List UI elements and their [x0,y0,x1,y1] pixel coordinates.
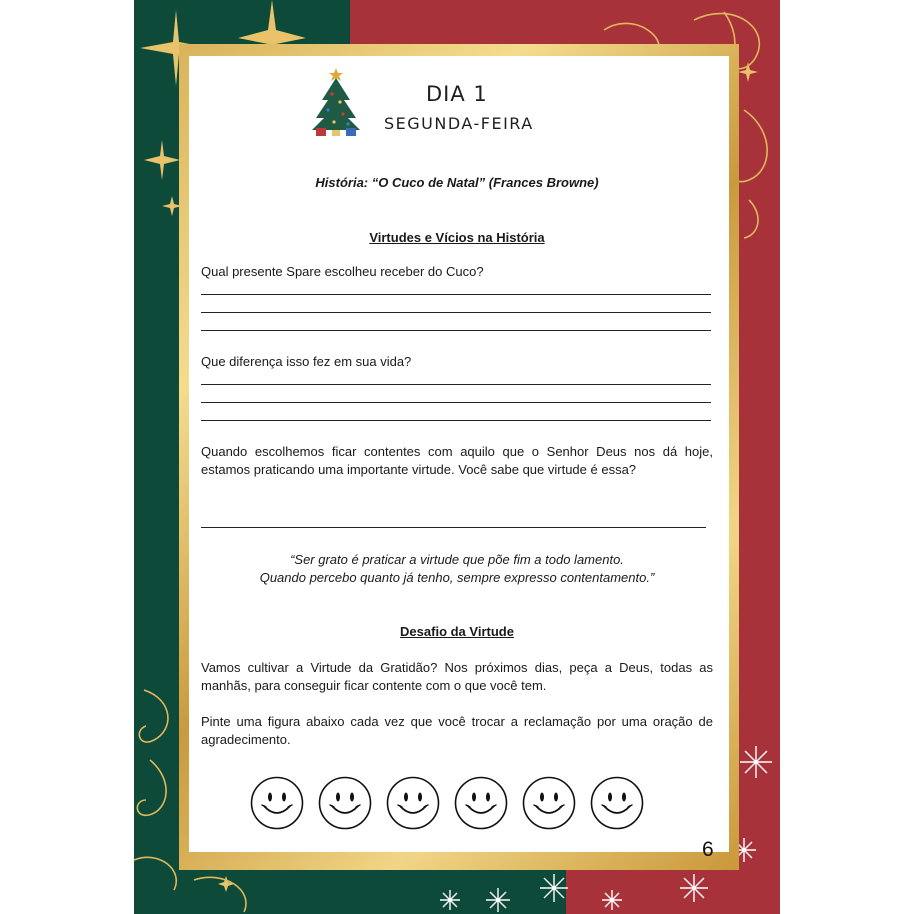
answer-line[interactable] [201,330,711,331]
story-title: História: “O Cuco de Natal” (Frances Browne) [315,175,599,190]
answer-line[interactable] [201,312,711,313]
smiley-face-icon[interactable] [590,776,644,830]
question-2: Que diferença isso fez em sua vida? [201,354,412,369]
answer-line[interactable] [201,294,711,295]
day-title: DIA 1 [426,82,488,106]
answer-line[interactable] [201,527,706,528]
question-3: Quando escolhemos ficar contentes com aquilo que o Senhor Deus nos dá hoje, estamos praticando uma importante virtude. Você sabe que virtude é essa? [201,444,713,477]
challenge-paragraph: Vamos cultivar a Virtude da Gratidão? Nos próximos dias, peça a Deus, todas as manhãs, para conseguir ficar contente com o que você tem. [201,660,713,693]
page-number: 6 [702,838,714,861]
quote-line-1: “Ser grato é praticar a virtude que põe fim a todo lamento. [290,552,624,567]
workbook-page [134,0,780,914]
section-heading-challenge: Desafio da Virtude [400,624,514,639]
smiley-face-icon[interactable] [250,776,304,830]
smiley-face-icon[interactable] [522,776,576,830]
section-heading-virtues: Virtudes e Vícios na História [369,230,545,245]
question-1: Qual presente Spare escolheu receber do Cuco? [201,264,484,279]
smiley-face-icon[interactable] [318,776,372,830]
weekday-title: SEGUNDA-FEIRA [384,114,534,133]
answer-line[interactable] [201,384,711,385]
smiley-face-icon[interactable] [386,776,440,830]
answer-line[interactable] [201,420,711,421]
smiley-face-icon[interactable] [454,776,508,830]
quote-line-2: Quando percebo quanto já tenho, sempre expresso contentamento.” [259,570,655,585]
christmas-tree-icon [310,66,362,138]
instruction-paragraph: Pinte uma figura abaixo cada vez que você trocar a reclamação por uma oração de agradecimento. [201,714,713,747]
answer-line[interactable] [201,402,711,403]
